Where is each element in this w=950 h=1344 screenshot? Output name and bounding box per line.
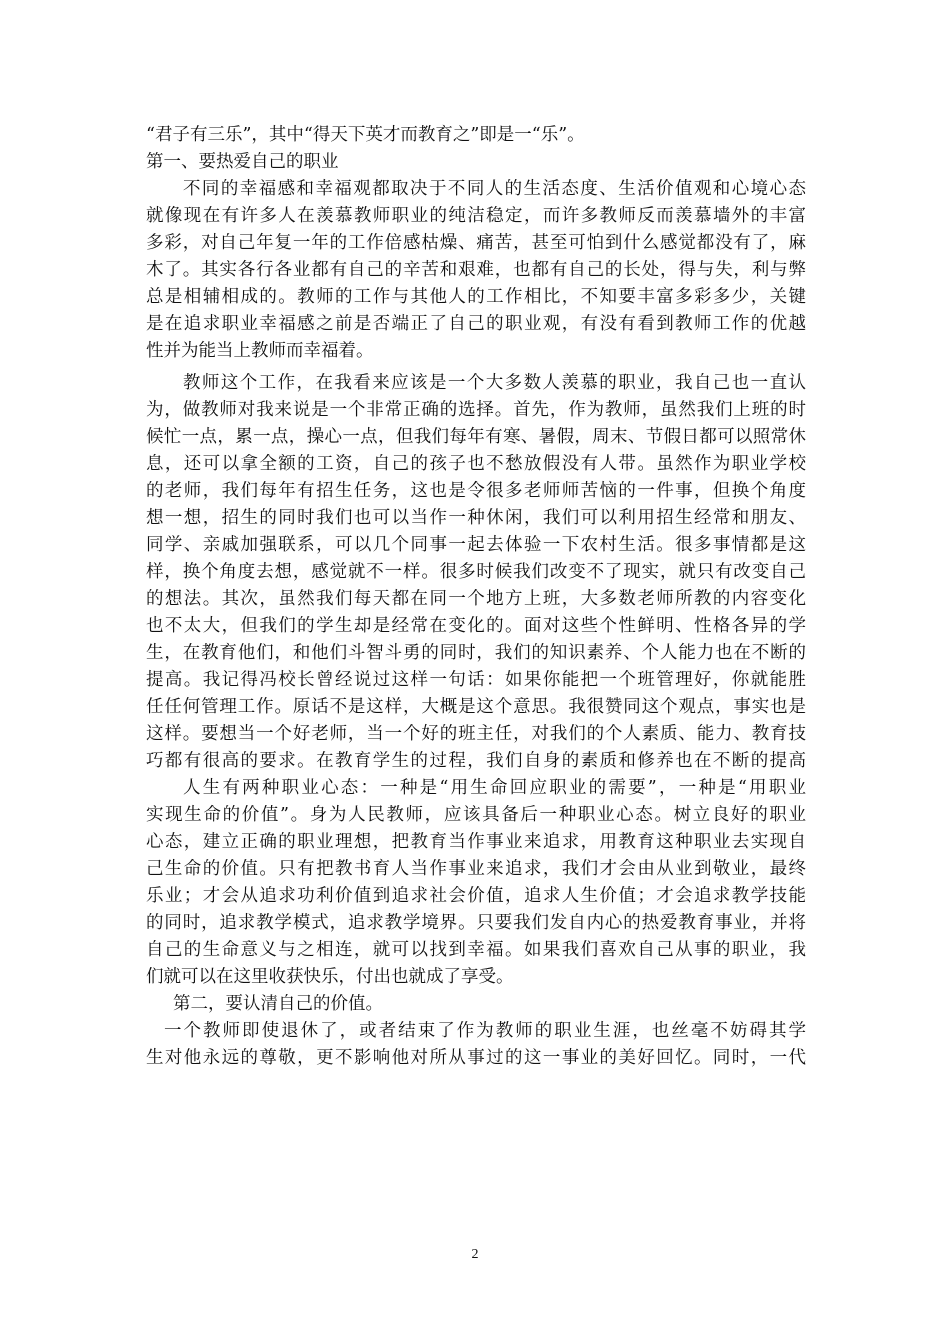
text-line: 就像现在有许多人在羡慕教师职业的纯洁稳定，而许多教师反而羡慕墙外的丰富 <box>146 206 806 226</box>
text-line: 息，还可以拿全额的工资，自己的孩子也不愁放假没有人带。虽然作为职业学校 <box>146 454 806 474</box>
text-line: 的老师，我们每年有招生任务，这也是令很多老师师苦恼的一件事，但换个角度 <box>146 481 806 501</box>
text-line: 同学、亲戚加强联系，可以几个同事一起去体验一下农村生活。很多事情都是这 <box>146 535 806 555</box>
text-line: 候忙一点，累一点，操心一点，但我们每年有寒、暑假，周末、节假日都可以照常休 <box>146 427 806 447</box>
text-line: 一个教师即使退休了，或者结束了作为教师的职业生涯，也丝毫不妨碍其学 <box>164 1021 806 1041</box>
text-line: 为，做教师对我来说是一个非常正确的选择。首先，作为教师，虽然我们上班的时 <box>146 400 806 420</box>
page-number: 2 <box>471 1247 479 1262</box>
text-line: 实现生命的价值”。身为人民教师，应该具备后一种职业心态。树立良好的职业 <box>146 805 806 825</box>
text-line: 的想法。其次，虽然我们每天都在同一个地方上班，大多数老师所教的内容变化 <box>146 589 806 609</box>
text-line: 是在追求职业幸福感之前是否端正了自己的职业观，有没有看到教师工作的优越 <box>146 314 806 334</box>
text-line: 多彩，对自己年复一年的工作倍感枯燥、痛苦，甚至可怕到什么感觉都没有了，麻 <box>146 233 806 253</box>
text-line: 人生有两种职业心态：一种是“用生命回应职业的需要”，一种是“用职业 <box>183 778 806 798</box>
text-line: 也不太大，但我们的学生却是经常在变化的。面对这些个性鲜明、性格各异的学 <box>146 616 806 636</box>
text-line: 这样。要想当一个好老师，当一个好的班主任，对我们的个人素质、能力、教育技 <box>146 724 806 744</box>
text-line: 任任何管理工作。原话不是这样，大概是这个意思。我很赞同这个观点，事实也是 <box>146 697 806 717</box>
text-line: 样，换个角度去想，感觉就不一样。很多时候我们改变不了现实，就只有改变自己 <box>146 562 806 582</box>
section-heading-1: 第一、要热爱自己的职业 <box>146 152 339 172</box>
text-line: 们就可以在这里收获快乐，付出也就成了享受。 <box>146 967 514 987</box>
text-line: 想一想，招生的同时我们也可以当作一种休闲，我们可以利用招生经常和朋友、 <box>146 508 806 528</box>
text-line: 的同时，追求教学模式，追求教学境界。只要我们发自内心的热爱教育事业，并将 <box>146 913 806 933</box>
text-line: “君子有三乐”，其中“得天下英才而教育之”即是一“乐”。 <box>146 125 585 145</box>
text-line: 己生命的价值。只有把教书育人当作事业来追求，我们才会由从业到敬业，最终 <box>146 859 806 879</box>
text-line: 自己的生命意义与之相连，就可以找到幸福。如果我们喜欢自己从事的职业，我 <box>146 940 806 960</box>
text-line: 教师这个工作，在我看来应该是一个大多数人羡慕的职业，我自己也一直认 <box>183 373 806 393</box>
section-heading-2: 第二，要认清自己的价值。 <box>173 994 383 1014</box>
text-line: 生对他永远的尊敬，更不影响他对所从事过的这一事业的美好回忆。同时，一代 <box>146 1048 806 1068</box>
text-line: 性并为能当上教师而幸福着。 <box>146 341 374 361</box>
text-line: 巧都有很高的要求。在教育学生的过程，我们自身的素质和修养也在不断的提高 <box>146 751 806 771</box>
text-line: 总是相辅相成的。教师的工作与其他人的工作相比，不知要丰富多彩多少，关键 <box>146 287 806 307</box>
text-line: 不同的幸福感和幸福观都取决于不同人的生活态度、生活价值观和心境心态 <box>183 179 806 199</box>
text-line: 提高。我记得冯校长曾经说过这样一句话：如果你能把一个班管理好，你就能胜 <box>146 670 806 690</box>
text-line: 乐业；才会从追求功利价值到追求社会价值，追求人生价值；才会追求教学技能 <box>146 886 806 906</box>
text-line: 心态，建立正确的职业理想，把教育当作事业来追求，用教育这种职业去实现自 <box>146 832 806 852</box>
document-body <box>146 122 806 1072</box>
text-line: 木了。其实各行各业都有自己的辛苦和艰难，也都有自己的长处，得与失，利与弊 <box>146 260 806 280</box>
text-line: 生，在教育他们，和他们斗智斗勇的同时，我们的知识素养、个人能力也在不断的 <box>146 643 806 663</box>
